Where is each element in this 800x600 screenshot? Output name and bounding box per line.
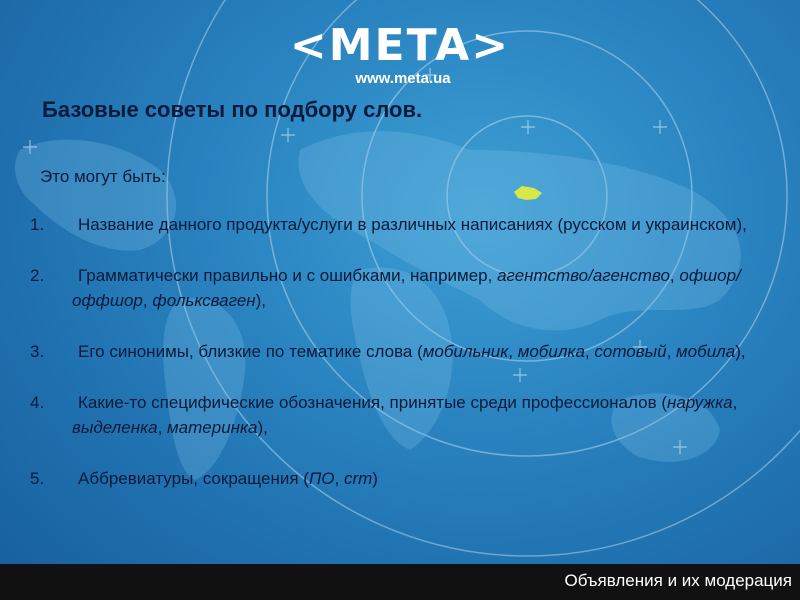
list-item [30, 212, 770, 237]
item-number: 3. [30, 342, 45, 361]
item-text: Аббревиатуры, сокращения (ПО, crm) [78, 469, 378, 488]
item-text: Его синонимы, близкие по тематике слова (мобильник, мобилка, сотовый, мобила), [78, 342, 746, 361]
tips-list [30, 212, 770, 517]
list-item [30, 390, 770, 440]
logo-mark: <META> [289, 20, 511, 71]
item-text: Какие-то специфические обозначения, принятые среди профессионалов (наружка, выделенка, материнка), [72, 393, 738, 437]
item-text: Название данного продукта/услуги в различных написаниях (русском и украинском), [78, 215, 747, 234]
slide-title: Базовые советы по подбору слов. [42, 97, 423, 122]
item-number: 1. [30, 215, 45, 234]
list-item [30, 339, 770, 364]
footer-caption: Объявления и их модерация [564, 571, 792, 590]
list-item [30, 466, 770, 491]
item-number: 4. [30, 393, 45, 412]
item-number: 2. [30, 266, 45, 285]
intro-text: Это могут быть: [40, 167, 166, 186]
list-item [30, 263, 770, 313]
meta-logo [0, 22, 800, 88]
item-number: 5. [30, 469, 45, 488]
logo-url: www.meta.ua [355, 70, 451, 87]
footer-bar [0, 564, 800, 600]
item-text: Грамматически правильно и с ошибками, например, агентство/агенство, офшор/оффшор, фольксваген), [72, 266, 741, 310]
